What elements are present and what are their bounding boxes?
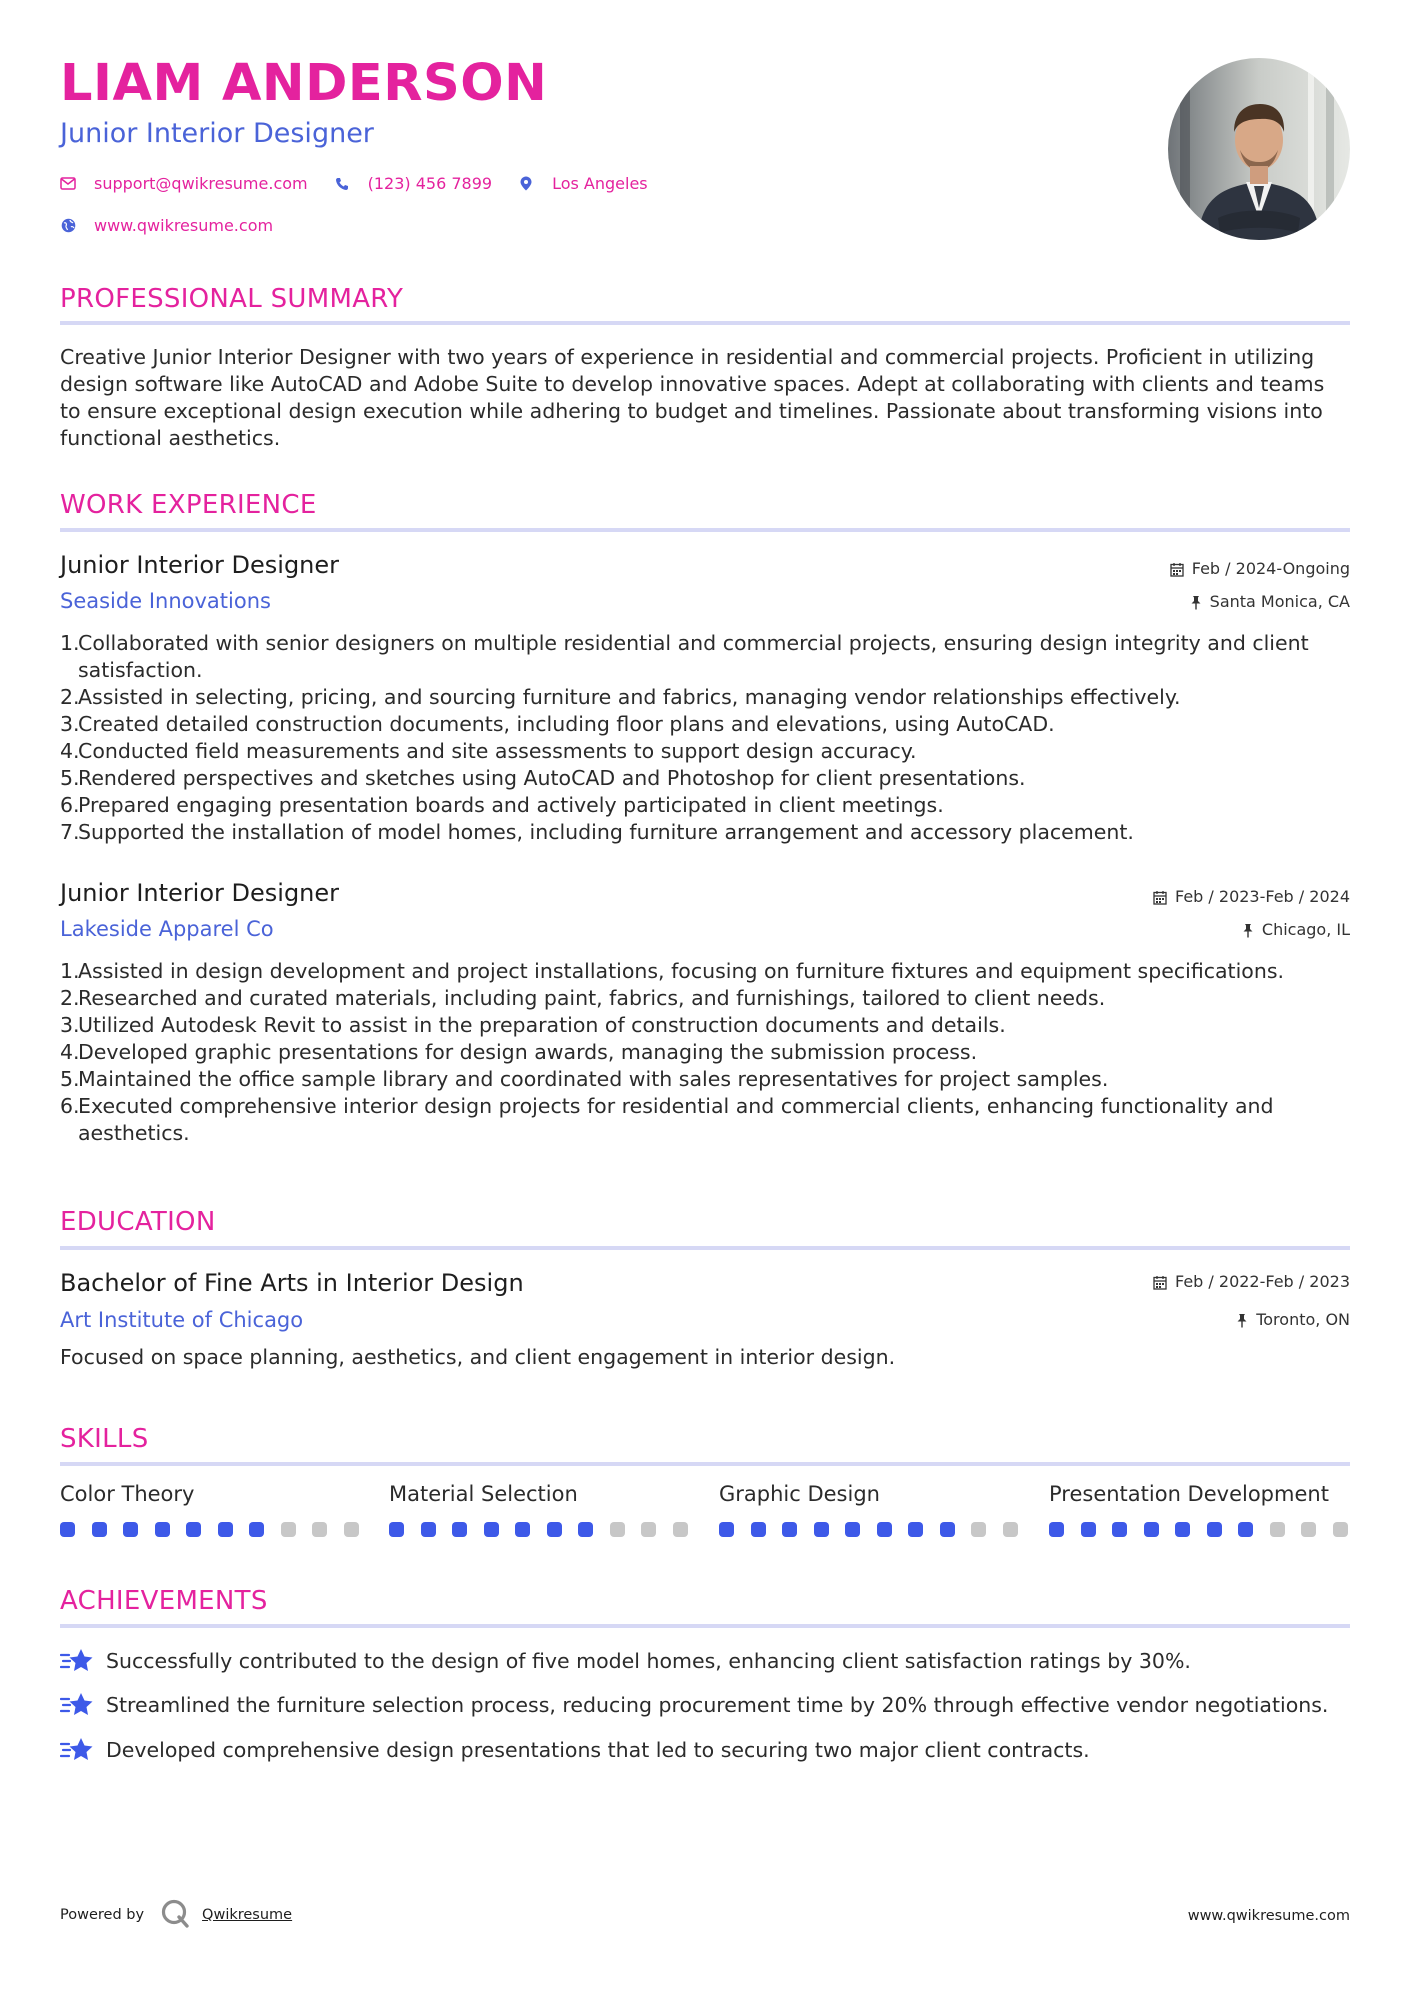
skill-name: Color Theory — [60, 1482, 195, 1506]
education-dates — [1153, 1274, 1350, 1290]
achievement-text: Successfully contributed to the design of five model homes, enhancing client satisfaction ratings by 30%. — [106, 1648, 1191, 1673]
skill-dot-filled — [484, 1522, 499, 1537]
calendar-icon — [1153, 1275, 1167, 1290]
skill-dot-filled — [1112, 1522, 1127, 1537]
skill-dot-empty — [312, 1522, 327, 1537]
calendar-icon — [1170, 562, 1184, 577]
website-text[interactable]: www.qwikresume.com — [94, 216, 274, 235]
job-dates-text: Feb / 2024-Ongoing — [1191, 559, 1350, 578]
section-divider — [60, 1624, 1350, 1628]
skill-dot-filled — [578, 1522, 593, 1537]
skill-dot-filled — [908, 1522, 923, 1537]
section-title-education: EDUCATION — [60, 1207, 216, 1237]
job-title: Junior Interior Designer — [60, 879, 340, 907]
skill-dot-filled — [389, 1522, 404, 1537]
list-item: 3. Utilized Autodesk Revit to assist in the preparation of construction documents and details. — [60, 1013, 1006, 1037]
footer-website[interactable]: www.qwikresume.com — [1187, 1908, 1350, 1924]
list-item: 1. Collaborated with senior designers on multiple residential and commercial projects, ensuring design integrity and client satisfaction. — [60, 631, 1309, 682]
pushpin-icon — [1242, 923, 1254, 938]
skill-dot-filled — [218, 1522, 233, 1537]
company-name: Seaside Innovations — [60, 589, 271, 613]
skill-rating — [1049, 1522, 1364, 1537]
skill-dot-filled — [940, 1522, 955, 1537]
job-location-text: Santa Monica, CA — [1209, 592, 1350, 611]
skill-dot-filled — [92, 1522, 107, 1537]
job-location-text: Chicago, IL — [1261, 920, 1350, 939]
skill-dot-filled — [751, 1522, 766, 1537]
achievement-item — [60, 1736, 1090, 1764]
skill-dot-empty — [971, 1522, 986, 1537]
skill-dot-filled — [877, 1522, 892, 1537]
skill-dot-filled — [1081, 1522, 1096, 1537]
skill-dot-filled — [1144, 1522, 1159, 1537]
section-title-summary: PROFESSIONAL SUMMARY — [60, 284, 404, 314]
achievement-item — [60, 1647, 1191, 1675]
degree-title: Bachelor of Fine Arts in Interior Design — [60, 1269, 524, 1297]
skill-dot-filled — [1207, 1522, 1222, 1537]
contact-location — [518, 174, 648, 193]
skill-dot-filled — [1238, 1522, 1253, 1537]
list-item: 3. Created detailed construction documents, including floor plans and elevations, using AutoCAD. — [60, 712, 1055, 736]
achievement-text: Developed comprehensive design presentations that led to securing two major client contracts. — [106, 1737, 1090, 1762]
list-item: 6. Prepared engaging presentation boards and actively participated in client meetings. — [60, 793, 944, 817]
skill-dot-empty — [1301, 1522, 1316, 1537]
qwikresume-logo-icon — [160, 1898, 190, 1932]
brand-link[interactable]: Qwikresume — [202, 1907, 293, 1923]
contact-row — [60, 174, 674, 193]
skill-dot-empty — [1003, 1522, 1018, 1537]
skill-dot-filled — [845, 1522, 860, 1537]
skill-dot-filled — [60, 1522, 75, 1537]
list-item: 4. Developed graphic presentations for design awards, managing the submission process. — [60, 1040, 978, 1064]
section-title-achievements: ACHIEVEMENTS — [60, 1586, 268, 1616]
skill-dot-filled — [547, 1522, 562, 1537]
education-description: Focused on space planning, aesthetics, and client engagement in interior design. — [60, 1345, 896, 1369]
list-item: 5. Rendered perspectives and sketches using AutoCAD and Photoshop for client presentations. — [60, 766, 1026, 790]
skill-dot-filled — [123, 1522, 138, 1537]
list-item: 6. Executed comprehensive interior design projects for residential and commercial clients, enhancing functionality and aesthetics. — [60, 1094, 1274, 1145]
contact-phone[interactable] — [334, 174, 492, 193]
skill-item — [60, 1484, 360, 1505]
skill-dot-empty — [1333, 1522, 1348, 1537]
skill-name: Graphic Design — [719, 1482, 880, 1506]
skill-item — [389, 1484, 689, 1505]
resume-page — [60, 0, 1350, 1990]
section-title-experience: WORK EXPERIENCE — [60, 490, 317, 520]
education-location-text: Toronto, ON — [1256, 1310, 1350, 1329]
list-item: 5. Maintained the office sample library and coordinated with sales representatives for project samples. — [60, 1067, 1109, 1091]
skill-rating — [389, 1522, 704, 1537]
contact-email[interactable] — [60, 174, 308, 193]
skill-dot-empty — [641, 1522, 656, 1537]
globe-icon — [60, 218, 76, 234]
skill-rating — [719, 1522, 1034, 1537]
phone-icon — [334, 176, 350, 192]
achievement-text: Streamlined the furniture selection process, reducing procurement time by 20% through effective vendor negotiations. — [106, 1692, 1329, 1717]
skill-name: Presentation Development — [1049, 1482, 1329, 1506]
skill-dot-filled — [452, 1522, 467, 1537]
section-title-skills: SKILLS — [60, 1424, 149, 1454]
section-divider — [60, 1462, 1350, 1466]
star-icon — [60, 1691, 94, 1719]
education-location — [1236, 1312, 1350, 1328]
powered-by-label: Powered by — [60, 1907, 145, 1923]
footer-powered-by — [60, 1898, 292, 1932]
star-icon — [60, 1647, 94, 1675]
list-item: 7. Supported the installation of model homes, including furniture arrangement and accessory placement. — [60, 820, 1134, 844]
location-text: Los Angeles — [552, 174, 648, 193]
achievement-item — [60, 1691, 1328, 1719]
skill-dot-empty — [281, 1522, 296, 1537]
skill-dot-empty — [344, 1522, 359, 1537]
map-pin-icon — [518, 176, 534, 192]
job-title: Junior Interior Designer — [60, 551, 340, 579]
skill-dot-filled — [155, 1522, 170, 1537]
email-text[interactable]: support@qwikresume.com — [94, 174, 308, 193]
contact-website[interactable] — [60, 216, 273, 235]
skill-rating — [60, 1522, 375, 1537]
school-name: Art Institute of Chicago — [60, 1308, 304, 1332]
skill-dot-filled — [249, 1522, 264, 1537]
list-item: 1. Assisted in design development and project installations, focusing on furniture fixtures and equipment specifications. — [60, 959, 1285, 983]
phone-text[interactable]: (123) 456 7899 — [367, 174, 493, 193]
profile-photo — [1168, 58, 1350, 240]
candidate-role: Junior Interior Designer — [60, 118, 374, 149]
skill-dot-filled — [186, 1522, 201, 1537]
skill-dot-filled — [782, 1522, 797, 1537]
job-dates — [1170, 561, 1350, 577]
job-location — [1242, 922, 1350, 938]
section-divider — [60, 1246, 1350, 1250]
job-bullets — [60, 630, 1350, 846]
skill-dot-empty — [1270, 1522, 1285, 1537]
list-item: 2. Researched and curated materials, including paint, fabrics, and furnishings, tailored to client needs. — [60, 986, 1106, 1010]
skill-dot-filled — [515, 1522, 530, 1537]
star-icon — [60, 1736, 94, 1764]
pushpin-icon — [1190, 595, 1202, 610]
list-item: 2. Assisted in selecting, pricing, and sourcing furniture and fabrics, managing vendor relationships effectively. — [60, 685, 1181, 709]
summary-text: Creative Junior Interior Designer with two years of experience in residential and commercial projects. Proficient in utilizing design software like AutoCAD and Adobe Suite to develop innovative spaces. Adept at collaborating with clients and teams to ensure exceptional design execution while adhering to budget and timelines. Passionate about transforming visions into functional aesthetics. — [60, 345, 1325, 450]
skill-dot-filled — [719, 1522, 734, 1537]
company-name: Lakeside Apparel Co — [60, 917, 274, 941]
skill-dot-filled — [1175, 1522, 1190, 1537]
job-dates — [1153, 889, 1350, 905]
skill-item — [719, 1484, 1019, 1505]
candidate-name: LIAM ANDERSON — [60, 54, 548, 113]
skill-dot-filled — [1049, 1522, 1064, 1537]
skill-dot-filled — [814, 1522, 829, 1537]
envelope-icon — [60, 176, 76, 192]
skill-dot-empty — [673, 1522, 688, 1537]
section-divider — [60, 528, 1350, 532]
job-location — [1190, 594, 1350, 610]
job-bullets — [60, 958, 1350, 1147]
skill-dot-empty — [610, 1522, 625, 1537]
skill-item — [1049, 1484, 1349, 1505]
list-item: 4. Conducted field measurements and site assessments to support design accuracy. — [60, 739, 917, 763]
job-dates-text: Feb / 2023-Feb / 2024 — [1175, 887, 1350, 906]
education-dates-text: Feb / 2022-Feb / 2023 — [1175, 1272, 1350, 1291]
skill-dot-filled — [421, 1522, 436, 1537]
skill-name: Material Selection — [389, 1482, 578, 1506]
section-divider — [60, 321, 1350, 325]
contact-row-website — [60, 216, 299, 235]
calendar-icon — [1153, 890, 1167, 905]
pushpin-icon — [1236, 1313, 1248, 1328]
